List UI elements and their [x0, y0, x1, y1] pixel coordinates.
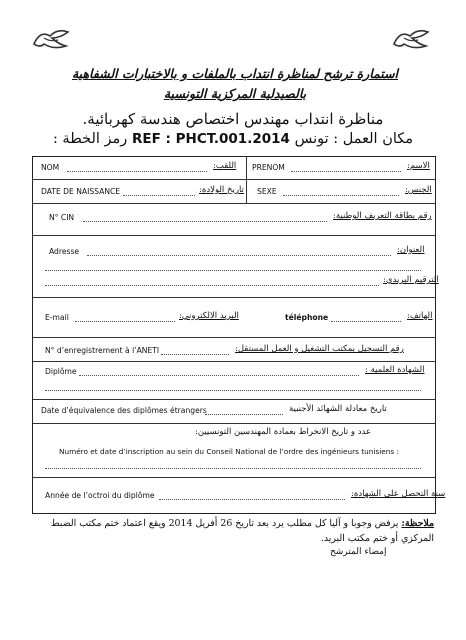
- form-title-line2: بالصيدلية المركزية التونسية: [163, 86, 307, 101]
- year-label-ar: سنة التحصل على الشهادة:: [351, 489, 446, 499]
- equiv-label: Date d’équivalence des diplômes étrangers: [41, 406, 207, 415]
- contest-title: مناظرة انتداب مهندس اختصاص هندسة كهربائية.: [82, 110, 384, 128]
- cin-label: N° CIN: [49, 213, 75, 222]
- order-field[interactable]: [45, 468, 421, 469]
- postal-label-ar: الترقيم البريدي:: [383, 275, 439, 285]
- submission-note: [30, 517, 434, 546]
- aneti-field[interactable]: [161, 354, 229, 355]
- candidate-signature-label: إمضاء المترشح: [330, 547, 387, 557]
- diplome-field-line2[interactable]: [45, 390, 421, 391]
- phone-label: téléphone: [285, 313, 329, 322]
- reference-line: [28, 131, 438, 147]
- dob-field[interactable]: [123, 195, 195, 196]
- email-field[interactable]: [75, 321, 175, 322]
- form-title-line1: استمارة ترشح لمناظرة انتداب بالملفات و بالاختبارات الشفاهية: [71, 66, 399, 81]
- row-address: [33, 235, 435, 298]
- nom-label-ar: اللقب:: [213, 161, 237, 171]
- diplome-label: Diplôme: [45, 367, 77, 376]
- diplome-label-ar: الشهادة العلمية :: [365, 365, 425, 375]
- nom-label: NOM: [41, 163, 60, 172]
- nom-field[interactable]: [67, 171, 207, 172]
- adresse-label: Adresse: [49, 247, 80, 256]
- diplome-field-line1[interactable]: [79, 375, 359, 376]
- dob-label: DATE DE NAISSANCE: [41, 187, 121, 196]
- phone-label-ar: الهاتف:: [407, 311, 433, 321]
- phone-field[interactable]: [331, 321, 401, 322]
- form-frame: [32, 156, 446, 514]
- order-label-ar: عدد و تاريخ الانخراط بعمادة المهندسين التونسيين:: [195, 427, 372, 437]
- order-label: Numéro et date d’inscription au sein du Conseil National de l’ordre des ingénieurs tunisiens :: [59, 447, 399, 456]
- prenom-label-ar: الاسم:: [407, 161, 430, 171]
- sexe-label: SEXE: [257, 187, 277, 196]
- email-label-ar: البريد الالكتروني:: [179, 311, 239, 321]
- sexe-label-ar: الجنس:: [405, 185, 432, 195]
- ref-label-arabic: رمز الخطة :: [52, 131, 128, 147]
- ref-code: REF : PHCT.001.2014: [132, 131, 290, 147]
- pharmacy-logo-left: [30, 24, 72, 52]
- aneti-label-ar: رقم التسجيل بمكتب التشغيل و العمل المستقل:: [235, 344, 404, 354]
- equiv-field[interactable]: [205, 414, 283, 415]
- note-label: ملاحظة:: [401, 518, 434, 529]
- note-text: يرفض وجوبا و آليا كل مطلب يرد بعد تاريخ 26 أفريل 2014 ويقع اعتماد ختم مكتب الضبط المركزي أو ختم مكتب البريد.: [50, 518, 434, 544]
- adresse-field-line2[interactable]: [45, 270, 421, 271]
- prenom-label: PRENOM: [252, 163, 285, 172]
- prenom-field[interactable]: [291, 171, 401, 172]
- year-field[interactable]: [159, 499, 345, 500]
- year-label: Année de l’octroi du diplôme: [45, 491, 155, 500]
- pharmacy-logo-right: [390, 24, 432, 52]
- adresse-field-line1[interactable]: [87, 255, 391, 256]
- dob-label-ar: تاريخ الولادة:: [199, 185, 244, 195]
- cin-label-ar: رقم بطاقة التعريف الوطنية:: [333, 211, 432, 221]
- adresse-label-ar: العنوان:: [397, 245, 425, 255]
- sexe-field[interactable]: [283, 195, 399, 196]
- email-label: E-mail: [45, 313, 69, 322]
- equiv-label-ar: تاريخ معادلة الشهائد الأجنبية: [289, 404, 387, 414]
- aneti-label: N° d’enregistrement à l’ANETI: [45, 346, 160, 355]
- postal-code-field[interactable]: [45, 285, 379, 286]
- cin-field[interactable]: [83, 221, 327, 222]
- work-location: مكان العمل : تونس: [294, 131, 414, 147]
